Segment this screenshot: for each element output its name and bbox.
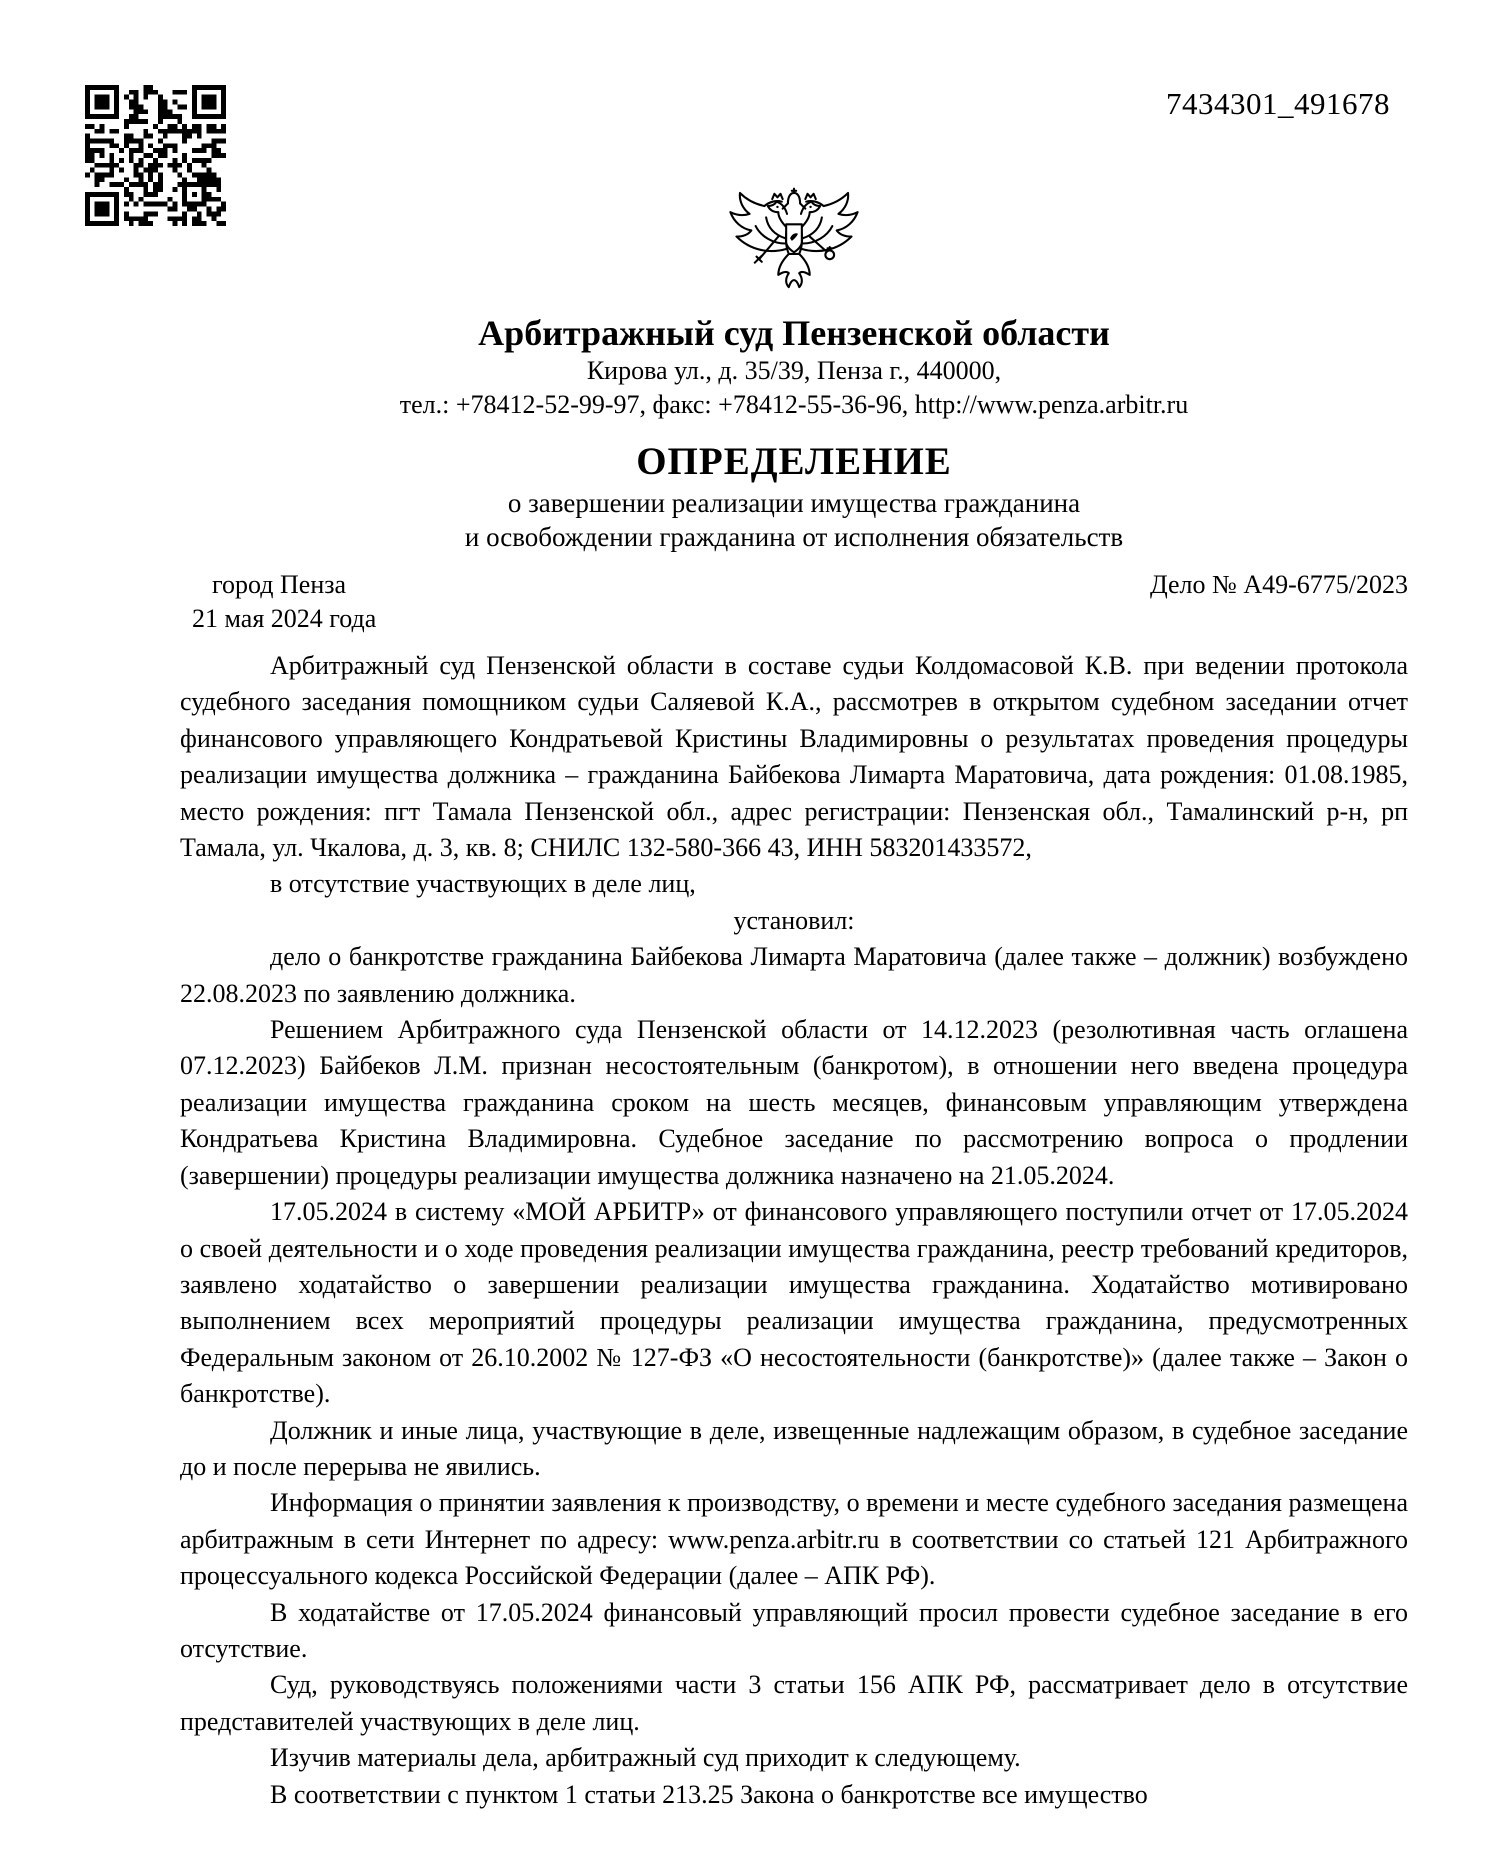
court-contacts: тел.: +78412-52-99-97, факс: +78412-55-36-96, http://www.penza.arbitr.ru: [399, 390, 1189, 419]
resolution-word: установил:: [733, 905, 855, 935]
paragraph: 17.05.2024 в систему «МОЙ АРБИТР» от финансового управляющего поступили отчет от 17.05.2024 о своей деятельности и о ходе проведения реализации имущества гражданина, реестр требований кредиторов, заявлено ходатайство о завершении реализации имущества гражданина. Ходатайство мотивировано выполнением всех мероприятий процедуры реализации имущества гражданина, предусмотренных Федеральным законом от 26.10.2002 № 127-ФЗ «О несостоятельности (банкротстве)» (далее также – Закон о банкротстве).: [180, 1197, 1408, 1409]
paragraph: Арбитражный суд Пензенской области в составе судьи Колдомасовой К.В. при ведении протокола судебного заседания помощником судьи Саляевой К.А., рассмотрев в открытом судебном заседании отчет финансового управляющего Кондратьевой Кристины Владимировны о результатах проведения процедуры реализации имущества должника – гражданина Байбекова Лимарта Маратовича, дата рождения: 01.08.1985, место рождения: пгт Тамала Пензенской обл., адрес регистрации: Пензенская обл., Тамалинский р-н, рп Тамала, ул. Чкалова, д. 3, кв. 8; СНИЛС 132-580-366 43, ИНН 583201433572,: [180, 651, 1408, 863]
paragraph: В ходатайстве от 17.05.2024 финансовый управляющий просил провести судебное заседание в его отсутствие.: [180, 1597, 1408, 1663]
document-subtitle-1: о завершении реализации имущества гражданина: [507, 488, 1081, 518]
document-title: ОПРЕДЕЛЕНИЕ: [636, 440, 952, 483]
paragraph: Должник и иные лица, участвующие в деле, извещенные надлежащим образом, в судебное заседание до и после перерыва не явились.: [180, 1415, 1408, 1481]
paragraph: Решением Арбитражного суда Пензенской области от 14.12.2023 (резолютивная часть оглашена 07.12.2023) Байбеков Л.М. признан несостоятельным (банкротом), в отношении него введена процедура реализации имущества гражданина сроком на шесть месяцев, финансовым управляющим утверждена Кондратьева Кристина Владимировна. Судебное заседание по рассмотрению вопроса о продлении (завершении) процедуры реализации имущества должника назначено на 21.05.2024.: [180, 1015, 1408, 1190]
date: 21 мая 2024 года: [192, 604, 377, 633]
court-name: Арбитражный суд Пензенской области: [478, 313, 1110, 353]
paragraph: Изучив материалы дела, арбитражный суд приходит к следующему.: [270, 1743, 1021, 1773]
court-address: Кирова ул., д. 35/39, Пенза г., 440000,: [586, 356, 1002, 385]
document-subtitle-2: и освобождении гражданина от исполнения обязательств: [464, 522, 1124, 552]
meta-row: [180, 568, 1408, 602]
paragraph: дело о банкротстве гражданина Байбекова Лимарта Маратовича (далее также – должник) возбуждено 22.08.2023 по заявлению должника.: [180, 942, 1408, 1008]
document-body: [180, 648, 1408, 1813]
coat-of-arms-icon: [724, 186, 864, 308]
case-number: Дело № А49-6775/2023: [1149, 570, 1408, 599]
paragraph: В соответствии с пунктом 1 статьи 213.25 Закона о банкротстве все имущество: [270, 1779, 1148, 1809]
paragraph: в отсутствие участвующих в деле лиц,: [270, 869, 696, 899]
city: город Пенза: [212, 570, 347, 599]
document-number: 7434301_491678: [1166, 86, 1390, 121]
document-header: [180, 0, 1408, 554]
paragraph: Информация о принятии заявления к производству, о времени и месте судебного заседания размещена арбитражным в сети Интернет по адресу: www.penza.arbitr.ru в соответствии со статьей 121 Арбитражного процессуального кодекса Российской Федерации (далее – АПК РФ).: [180, 1488, 1408, 1591]
paragraph: Суд, руководствуясь положениями части 3 статьи 156 АПК РФ, рассматривает дело в отсутствие представителей участвующих в деле лиц.: [180, 1670, 1408, 1736]
document-content: [180, 0, 1408, 1813]
